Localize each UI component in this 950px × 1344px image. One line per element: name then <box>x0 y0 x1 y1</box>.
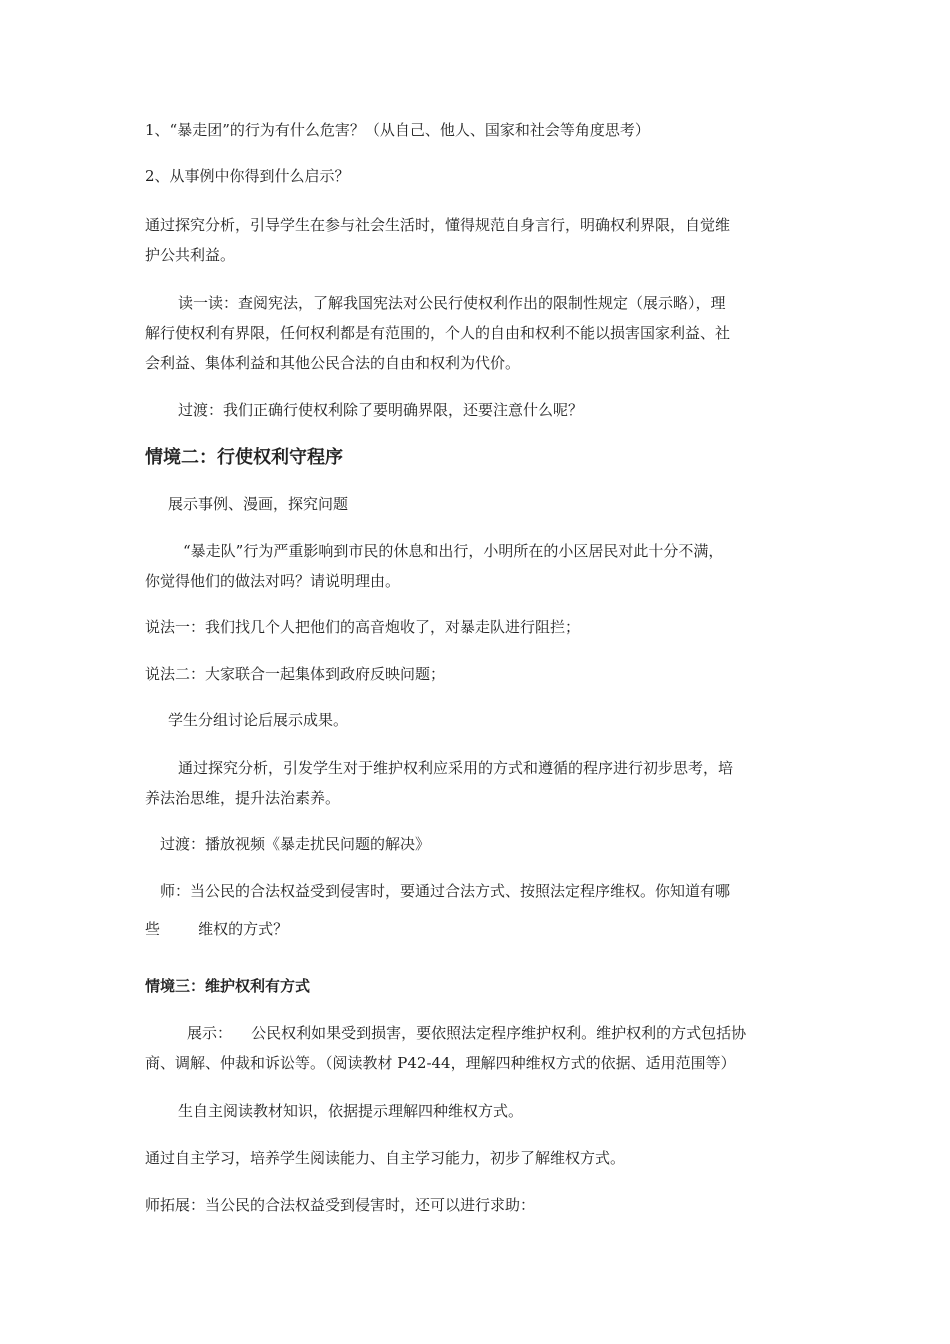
paragraph-line: 商、调解、仲裁和诉讼等。（阅读教材 P42-44，理解四种维权方式的依据、适用范围等） <box>145 1054 736 1072</box>
paragraph-line: 展示事例、漫画，探究问题 <box>168 495 349 513</box>
section-heading-2: 情境二：行使权利守程序 <box>145 447 343 468</box>
transition-line: 过渡：我们正确行使权利除了要明确界限，还要注意什么呢？ <box>178 401 584 419</box>
question-2: 2、从事例中你得到什么启示？ <box>145 167 350 185</box>
paragraph-line: 展示： 公民权利如果受到损害，要依照法定程序维护权利。维护权利的方式包括协 <box>187 1024 747 1042</box>
question-1: 1、“暴走团”的行为有什么危害？（从自己、他人、国家和社会等角度思考） <box>145 121 650 139</box>
paragraph-line: 读一读：查阅宪法，了解我国宪法对公民行使权利作出的限制性规定（展示略），理 <box>178 294 726 312</box>
paragraph-line: 些 维权的方式？ <box>145 920 289 938</box>
paragraph-line: 解行使权利有界限，任何权利都是有范围的，个人的自由和权利不能以损害国家利益、社 <box>145 324 731 342</box>
paragraph-line: 会利益、集体利益和其他公民合法的自由和权利为代价。 <box>145 354 521 372</box>
paragraph-line: 通过探究分析，引导学生在参与社会生活时，懂得规范自身言行，明确权利界限，自觉维 <box>145 216 731 234</box>
paragraph-line: “暴走队”行为严重影响到市民的休息和出行，小明所在的小区居民对此十分不满， <box>183 542 724 560</box>
paragraph-line: 师：当公民的合法权益受到侵害时，要通过合法方式、按照法定程序维权。你知道有哪 <box>160 882 731 900</box>
paragraph-line: 生自主阅读教材知识，依据提示理解四种维权方式。 <box>178 1102 524 1120</box>
opinion-1: 说法一：我们找几个人把他们的高音炮收了，对暴走队进行阻拦； <box>145 618 581 636</box>
paragraph-line: 通过自主学习，培养学生阅读能力、自主学习能力，初步了解维权方式。 <box>145 1149 626 1167</box>
paragraph-line: 护公共利益。 <box>145 246 236 264</box>
paragraph-line: 你觉得他们的做法对吗？请说明理由。 <box>145 572 401 590</box>
paragraph-line: 通过探究分析，引发学生对于维护权利应采用的方式和遵循的程序进行初步思考，培 <box>178 759 734 777</box>
transition-line: 过渡：播放视频《暴走扰民问题的解决》 <box>160 835 431 853</box>
opinion-2: 说法二：大家联合一起集体到政府反映问题； <box>145 665 446 683</box>
paragraph-line: 师拓展：当公民的合法权益受到侵害时，还可以进行求助： <box>145 1196 536 1214</box>
paragraph-line: 养法治思维，提升法治素养。 <box>145 789 341 807</box>
section-heading-3: 情境三：维护权利有方式 <box>145 977 311 995</box>
paragraph-line: 学生分组讨论后展示成果。 <box>168 711 349 729</box>
